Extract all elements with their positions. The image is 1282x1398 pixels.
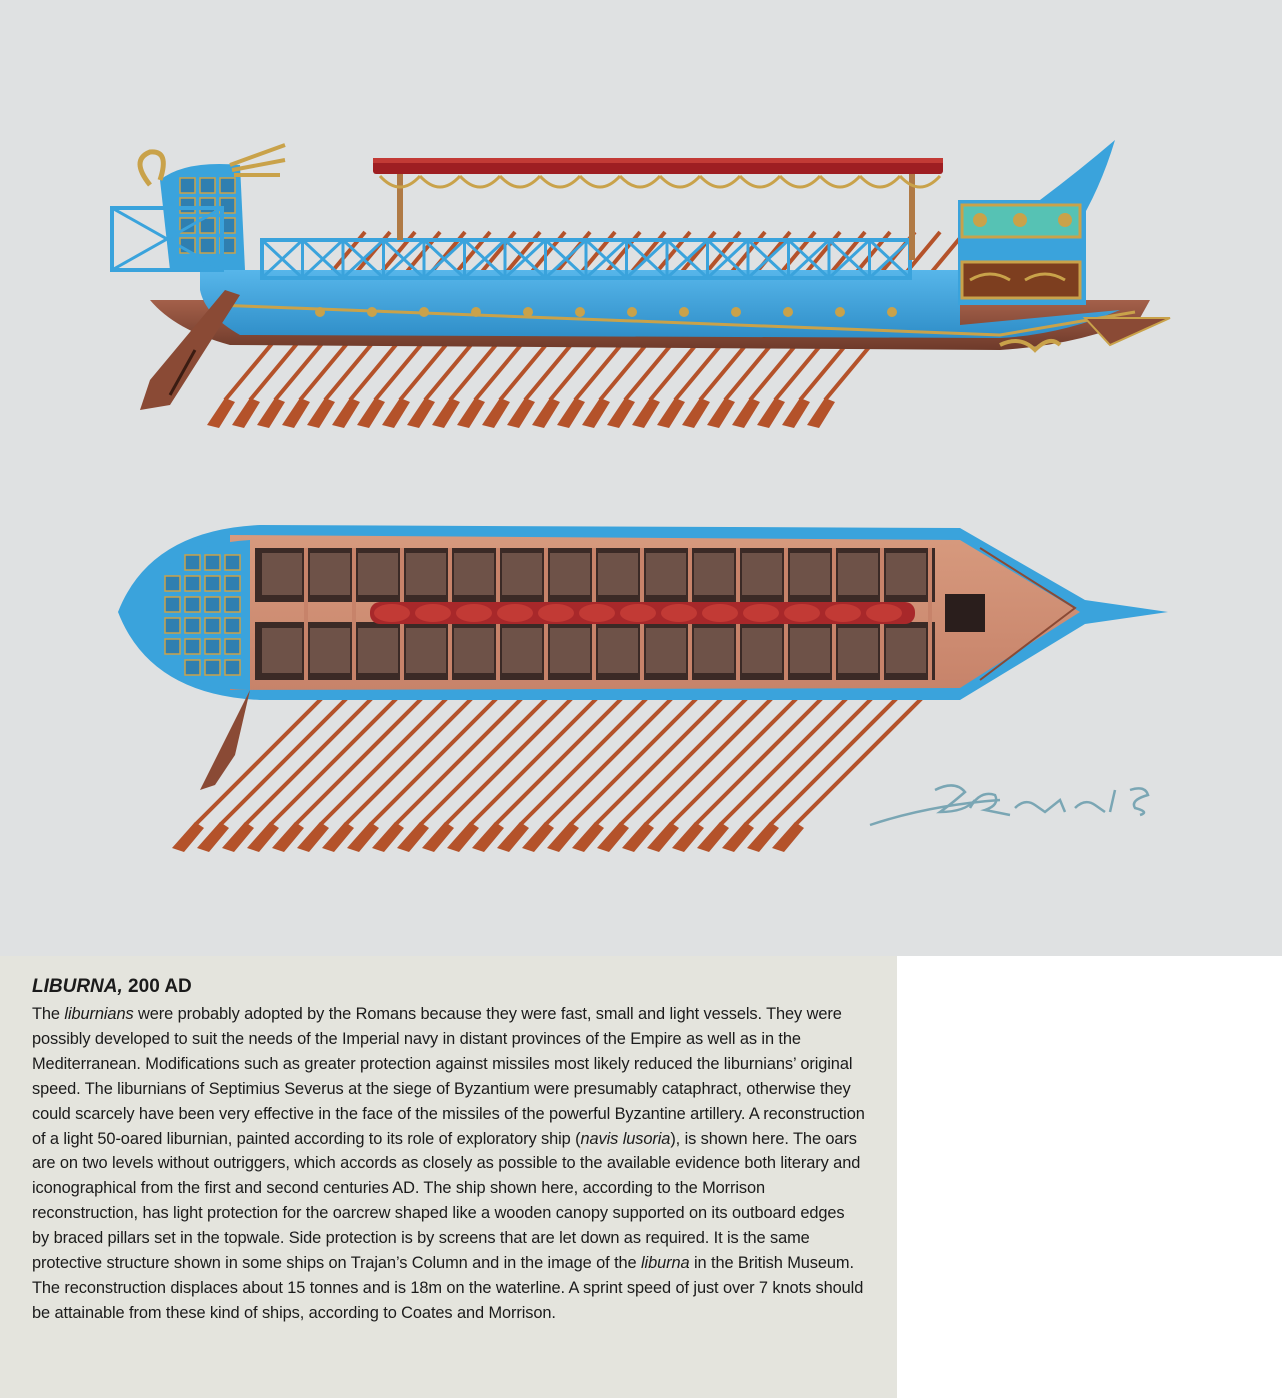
caption-text-run: The xyxy=(32,1005,65,1023)
caption-title-name: LIBURNA, xyxy=(32,976,123,997)
top-oars xyxy=(172,690,930,852)
liburna-side-view xyxy=(112,140,1170,428)
caption-italic-term: liburna xyxy=(641,1254,690,1273)
caption-text-run: in the British Museum. The reconstruction displaces about 15 tonnes and is 18m on the waterline. A sprint speed of just over 7 knots should be attainable from these kind of ships, according to Coates and Morrison. xyxy=(32,1254,864,1322)
caption-body xyxy=(32,1002,865,1326)
caption-text-run: ), is shown here. The oars are on two levels without outriggers, which accords as closely as possible to the available evidence both literary and iconographical from the first and second centuries AD. The ship shown here, according to the Morrison reconstruction, has light protection for the oarcrew shaped like a wooden canopy supported on its outboard edges by braced pillars set in the topwale. Side protection is by screens that are let down as required. It is the same protective structure shown in some ships on Trajan’s Column and in the image of the xyxy=(32,1129,861,1273)
blank-area xyxy=(897,956,1282,1398)
artist-signature xyxy=(870,785,1148,825)
caption-text-run: were probably adopted by the Romans because they were fast, small and light vessels. They were possibly developed to suit the needs of the Imperial navy in distant provinces of the Empire as well as in the Mediterranean. Modifications such as greater protection against missiles most likely reduced the liburnians’ original speed. The liburnians of Septimius Severus at the siege of Byzantium were presumably cataphract, otherwise they could scarcely have been very effective in the face of the missiles of the powerful Byzantine artillery. A reconstruction of a light 50-oared liburnian, painted according to its role of exploratory ship ( xyxy=(32,1005,865,1148)
caption-title xyxy=(32,976,865,998)
liburna-top-view xyxy=(118,525,1168,852)
caption-panel xyxy=(0,956,897,1398)
caption-italic-term: navis lusoria xyxy=(580,1129,671,1148)
caption-italic-term: liburnians xyxy=(64,1005,134,1023)
caption-title-date: 200 AD xyxy=(122,976,192,997)
